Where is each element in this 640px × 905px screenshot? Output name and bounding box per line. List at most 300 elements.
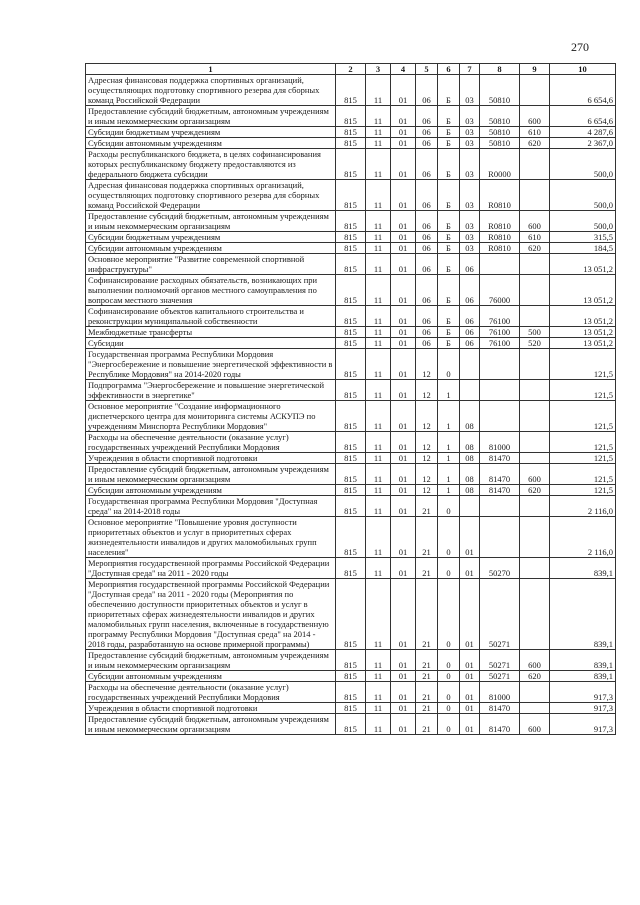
event-code-cell: 06: [460, 327, 480, 338]
amount-cell: 121,5: [550, 349, 616, 380]
subsection-code-cell: 01: [391, 496, 416, 517]
section-code-cell: 11: [366, 682, 391, 703]
expense-type-code-cell: [520, 254, 550, 275]
event-code-cell: 03: [460, 232, 480, 243]
subprogram-code-cell: Б: [438, 338, 460, 349]
table-body: [86, 75, 616, 735]
section-code-cell: 11: [366, 275, 391, 306]
expense-type-code-cell: [520, 579, 550, 650]
section-code-cell: 11: [366, 401, 391, 432]
amount-cell: 6 654,6: [550, 106, 616, 127]
table-row: [86, 401, 616, 432]
subprogram-code-cell: 1: [438, 464, 460, 485]
event-code-cell: 01: [460, 579, 480, 650]
expense-type-code-cell: [520, 432, 550, 453]
ministry-code-cell: 815: [336, 327, 366, 338]
program-code-cell: 06: [416, 254, 438, 275]
row-name-cell: Государственная программа Республики Мордовия "Доступная среда" на 2014-2018 годы: [86, 496, 336, 517]
amount-cell: 839,1: [550, 671, 616, 682]
table-row: [86, 306, 616, 327]
subprogram-code-cell: Б: [438, 232, 460, 243]
expense-type-code-cell: 610: [520, 127, 550, 138]
subprogram-code-cell: 0: [438, 650, 460, 671]
subprogram-code-cell: Б: [438, 149, 460, 180]
table-row: [86, 380, 616, 401]
expense-type-code-cell: [520, 517, 550, 558]
row-name-cell: Субсидии бюджетным учреждениям: [86, 127, 336, 138]
direction-code-cell: R0810: [480, 180, 520, 211]
subsection-code-cell: 01: [391, 682, 416, 703]
section-code-cell: 11: [366, 579, 391, 650]
page-number: 270: [571, 40, 589, 54]
row-name-cell: Государственная программа Республики Мордовия "Энергосбережение и повышение энергетической эффективности в Республике Мордовия" на 2014-2020 годы: [86, 349, 336, 380]
row-name-cell: Субсидии автономным учреждениям: [86, 671, 336, 682]
ministry-code-cell: 815: [336, 338, 366, 349]
table-row: [86, 327, 616, 338]
program-code-cell: 21: [416, 579, 438, 650]
expense-type-code-cell: [520, 75, 550, 106]
section-code-cell: 11: [366, 464, 391, 485]
table-row: [86, 243, 616, 254]
row-name-cell: Расходы на обеспечение деятельности (оказание услуг) государственных учреждений Республики Мордовия: [86, 682, 336, 703]
section-code-cell: 11: [366, 432, 391, 453]
header-row: [86, 64, 616, 75]
subsection-code-cell: 01: [391, 703, 416, 714]
column-header-4: 4: [391, 64, 416, 75]
column-header-10: 10: [550, 64, 616, 75]
subprogram-code-cell: Б: [438, 180, 460, 211]
subsection-code-cell: 01: [391, 558, 416, 579]
event-code-cell: 01: [460, 517, 480, 558]
ministry-code-cell: 815: [336, 671, 366, 682]
program-code-cell: 06: [416, 106, 438, 127]
expense-type-code-cell: [520, 401, 550, 432]
subsection-code-cell: 01: [391, 579, 416, 650]
column-header-3: 3: [366, 64, 391, 75]
subprogram-code-cell: 0: [438, 558, 460, 579]
ministry-code-cell: 815: [336, 432, 366, 453]
subprogram-code-cell: 1: [438, 453, 460, 464]
event-code-cell: 01: [460, 671, 480, 682]
table-row: [86, 517, 616, 558]
ministry-code-cell: 815: [336, 485, 366, 496]
ministry-code-cell: 815: [336, 650, 366, 671]
subsection-code-cell: 01: [391, 380, 416, 401]
direction-code-cell: 50810: [480, 138, 520, 149]
row-name-cell: Предоставление субсидий бюджетным, автономным учреждениям и иным некоммерческим организациям: [86, 211, 336, 232]
direction-code-cell: 50271: [480, 671, 520, 682]
column-header-1: 1: [86, 64, 336, 75]
ministry-code-cell: 815: [336, 703, 366, 714]
amount-cell: 500,0: [550, 211, 616, 232]
subprogram-code-cell: 1: [438, 401, 460, 432]
subprogram-code-cell: Б: [438, 243, 460, 254]
ministry-code-cell: 815: [336, 401, 366, 432]
section-code-cell: 11: [366, 650, 391, 671]
ministry-code-cell: 815: [336, 306, 366, 327]
direction-code-cell: R0810: [480, 243, 520, 254]
program-code-cell: 06: [416, 306, 438, 327]
subprogram-code-cell: 0: [438, 671, 460, 682]
row-name-cell: Субсидии бюджетным учреждениям: [86, 232, 336, 243]
direction-code-cell: 81000: [480, 682, 520, 703]
program-code-cell: 12: [416, 453, 438, 464]
subprogram-code-cell: Б: [438, 106, 460, 127]
subprogram-code-cell: 0: [438, 496, 460, 517]
direction-code-cell: 50810: [480, 106, 520, 127]
row-name-cell: Учреждения в области спортивной подготовки: [86, 703, 336, 714]
table-row: [86, 496, 616, 517]
ministry-code-cell: 815: [336, 349, 366, 380]
column-header-6: 6: [438, 64, 460, 75]
ministry-code-cell: 815: [336, 75, 366, 106]
subprogram-code-cell: Б: [438, 138, 460, 149]
ministry-code-cell: 815: [336, 149, 366, 180]
ministry-code-cell: 815: [336, 682, 366, 703]
direction-code-cell: 81470: [480, 714, 520, 735]
program-code-cell: 21: [416, 703, 438, 714]
subsection-code-cell: 01: [391, 138, 416, 149]
section-code-cell: 11: [366, 703, 391, 714]
direction-code-cell: 76100: [480, 338, 520, 349]
row-name-cell: Расходы на обеспечение деятельности (оказание услуг) государственных учреждений Республики Мордовия: [86, 432, 336, 453]
program-code-cell: 21: [416, 714, 438, 735]
section-code-cell: 11: [366, 338, 391, 349]
expense-type-code-cell: 620: [520, 485, 550, 496]
event-code-cell: 03: [460, 75, 480, 106]
event-code-cell: 08: [460, 464, 480, 485]
row-name-cell: Основное мероприятие "Развитие современной спортивной инфраструктуры": [86, 254, 336, 275]
amount-cell: 13 051,2: [550, 338, 616, 349]
table-row: [86, 180, 616, 211]
event-code-cell: [460, 380, 480, 401]
subprogram-code-cell: 0: [438, 579, 460, 650]
subsection-code-cell: 01: [391, 714, 416, 735]
section-code-cell: 11: [366, 232, 391, 243]
section-code-cell: 11: [366, 254, 391, 275]
row-name-cell: Учреждения в области спортивной подготовки: [86, 453, 336, 464]
subprogram-code-cell: Б: [438, 275, 460, 306]
direction-code-cell: 81470: [480, 703, 520, 714]
direction-code-cell: 50810: [480, 75, 520, 106]
row-name-cell: Мероприятия государственной программы Российской Федерации "Доступная среда" на 2011 - 2020 годы (Мероприятия по обеспечению доступности приоритетных объектов и услуг в приоритетных сферах жизнедеятельности инвалидов и других маломобильных групп населения, включенные в государственную программу Республики Мордовия "Доступная среда" на 2014 - 2018 годы, разработанную на основе примерной программы): [86, 579, 336, 650]
row-name-cell: Подпрограмма "Энергосбережение и повышение энергетической эффективности в энергетике": [86, 380, 336, 401]
expense-type-code-cell: 520: [520, 338, 550, 349]
subprogram-code-cell: Б: [438, 327, 460, 338]
amount-cell: 184,5: [550, 243, 616, 254]
event-code-cell: 03: [460, 106, 480, 127]
program-code-cell: 21: [416, 671, 438, 682]
expense-type-code-cell: [520, 682, 550, 703]
row-name-cell: Предоставление субсидий бюджетным, автономным учреждениям и иным некоммерческим организациям: [86, 714, 336, 735]
direction-code-cell: R0810: [480, 211, 520, 232]
amount-cell: 6 654,6: [550, 75, 616, 106]
amount-cell: 13 051,2: [550, 306, 616, 327]
direction-code-cell: 76100: [480, 306, 520, 327]
ministry-code-cell: 815: [336, 496, 366, 517]
table-row: [86, 127, 616, 138]
section-code-cell: 11: [366, 180, 391, 211]
amount-cell: 13 051,2: [550, 254, 616, 275]
row-name-cell: Предоставление субсидий бюджетным, автономным учреждениям и иным некоммерческим организациям: [86, 106, 336, 127]
row-name-cell: Субсидии автономным учреждениям: [86, 138, 336, 149]
column-header-9: 9: [520, 64, 550, 75]
subsection-code-cell: 01: [391, 432, 416, 453]
ministry-code-cell: 815: [336, 380, 366, 401]
amount-cell: 121,5: [550, 464, 616, 485]
subprogram-code-cell: 0: [438, 703, 460, 714]
expense-type-code-cell: [520, 380, 550, 401]
event-code-cell: 01: [460, 558, 480, 579]
program-code-cell: 06: [416, 211, 438, 232]
section-code-cell: 11: [366, 671, 391, 682]
table-row: [86, 671, 616, 682]
table-row: [86, 149, 616, 180]
subsection-code-cell: 01: [391, 243, 416, 254]
expense-type-code-cell: [520, 558, 550, 579]
direction-code-cell: [480, 496, 520, 517]
row-name-cell: Предоставление субсидий бюджетным, автономным учреждениям и иным некоммерческим организациям: [86, 650, 336, 671]
event-code-cell: 08: [460, 401, 480, 432]
row-name-cell: Адресная финансовая поддержка спортивных организаций, осуществляющих подготовку спортивного резерва для сборных команд Российской Федерации: [86, 180, 336, 211]
column-header-5: 5: [416, 64, 438, 75]
program-code-cell: 21: [416, 650, 438, 671]
subsection-code-cell: 01: [391, 180, 416, 211]
subprogram-code-cell: 1: [438, 380, 460, 401]
expense-type-code-cell: 610: [520, 232, 550, 243]
direction-code-cell: 81470: [480, 485, 520, 496]
section-code-cell: 11: [366, 349, 391, 380]
section-code-cell: 11: [366, 243, 391, 254]
table-row: [86, 211, 616, 232]
subsection-code-cell: 01: [391, 75, 416, 106]
subsection-code-cell: 01: [391, 327, 416, 338]
direction-code-cell: 50810: [480, 127, 520, 138]
subsection-code-cell: 01: [391, 149, 416, 180]
table-row: [86, 464, 616, 485]
direction-code-cell: 76000: [480, 275, 520, 306]
ministry-code-cell: 815: [336, 275, 366, 306]
subsection-code-cell: 01: [391, 275, 416, 306]
subsection-code-cell: 01: [391, 306, 416, 327]
program-code-cell: 06: [416, 243, 438, 254]
table-row: [86, 485, 616, 496]
section-code-cell: 11: [366, 558, 391, 579]
event-code-cell: 03: [460, 127, 480, 138]
program-code-cell: 06: [416, 275, 438, 306]
event-code-cell: 06: [460, 306, 480, 327]
table-row: [86, 75, 616, 106]
event-code-cell: 03: [460, 180, 480, 211]
row-name-cell: Субсидии: [86, 338, 336, 349]
table-row: [86, 714, 616, 735]
event-code-cell: 01: [460, 714, 480, 735]
table-row: [86, 650, 616, 671]
subprogram-code-cell: Б: [438, 306, 460, 327]
ministry-code-cell: 815: [336, 558, 366, 579]
subsection-code-cell: 01: [391, 517, 416, 558]
direction-code-cell: 81000: [480, 432, 520, 453]
direction-code-cell: [480, 349, 520, 380]
amount-cell: 917,3: [550, 703, 616, 714]
section-code-cell: 11: [366, 306, 391, 327]
section-code-cell: 11: [366, 714, 391, 735]
subsection-code-cell: 01: [391, 106, 416, 127]
event-code-cell: 08: [460, 485, 480, 496]
table-row: [86, 432, 616, 453]
program-code-cell: 06: [416, 149, 438, 180]
amount-cell: 839,1: [550, 650, 616, 671]
program-code-cell: 12: [416, 432, 438, 453]
row-name-cell: Адресная финансовая поддержка спортивных организаций, осуществляющих подготовку спортивного резерва для сборных команд Российской Федерации: [86, 75, 336, 106]
table-row: [86, 682, 616, 703]
event-code-cell: 06: [460, 275, 480, 306]
direction-code-cell: R0000: [480, 149, 520, 180]
event-code-cell: [460, 496, 480, 517]
subsection-code-cell: 01: [391, 254, 416, 275]
event-code-cell: 03: [460, 149, 480, 180]
table-row: [86, 138, 616, 149]
event-code-cell: 06: [460, 338, 480, 349]
program-code-cell: 06: [416, 180, 438, 211]
event-code-cell: 03: [460, 211, 480, 232]
amount-cell: 839,1: [550, 579, 616, 650]
event-code-cell: 01: [460, 703, 480, 714]
amount-cell: 500,0: [550, 149, 616, 180]
ministry-code-cell: 815: [336, 517, 366, 558]
amount-cell: 2 116,0: [550, 517, 616, 558]
section-code-cell: 11: [366, 485, 391, 496]
amount-cell: 917,3: [550, 714, 616, 735]
amount-cell: 2 116,0: [550, 496, 616, 517]
amount-cell: 917,3: [550, 682, 616, 703]
expense-type-code-cell: [520, 306, 550, 327]
ministry-code-cell: 815: [336, 127, 366, 138]
amount-cell: 2 367,0: [550, 138, 616, 149]
program-code-cell: 06: [416, 138, 438, 149]
program-code-cell: 06: [416, 338, 438, 349]
ministry-code-cell: 815: [336, 714, 366, 735]
table-row: [86, 558, 616, 579]
subprogram-code-cell: 0: [438, 682, 460, 703]
section-code-cell: 11: [366, 453, 391, 464]
direction-code-cell: 76100: [480, 327, 520, 338]
event-code-cell: 03: [460, 138, 480, 149]
row-name-cell: Мероприятия государственной программы Российской Федерации "Доступная среда" на 2011 - 2020 годы: [86, 558, 336, 579]
expense-type-code-cell: 500: [520, 327, 550, 338]
expense-type-code-cell: 600: [520, 106, 550, 127]
direction-code-cell: 50270: [480, 558, 520, 579]
column-header-7: 7: [460, 64, 480, 75]
section-code-cell: 11: [366, 327, 391, 338]
amount-cell: 13 051,2: [550, 327, 616, 338]
amount-cell: 13 051,2: [550, 275, 616, 306]
amount-cell: 121,5: [550, 432, 616, 453]
expense-type-code-cell: 620: [520, 138, 550, 149]
subsection-code-cell: 01: [391, 232, 416, 243]
program-code-cell: 21: [416, 496, 438, 517]
budget-table: [85, 63, 616, 735]
event-code-cell: 01: [460, 650, 480, 671]
direction-code-cell: 50271: [480, 579, 520, 650]
table-row: [86, 349, 616, 380]
ministry-code-cell: 815: [336, 453, 366, 464]
program-code-cell: 06: [416, 232, 438, 243]
amount-cell: 121,5: [550, 380, 616, 401]
section-code-cell: 11: [366, 211, 391, 232]
program-code-cell: 12: [416, 401, 438, 432]
ministry-code-cell: 815: [336, 579, 366, 650]
program-code-cell: 12: [416, 464, 438, 485]
program-code-cell: 06: [416, 327, 438, 338]
event-code-cell: 06: [460, 254, 480, 275]
direction-code-cell: [480, 401, 520, 432]
subsection-code-cell: 01: [391, 671, 416, 682]
amount-cell: 500,0: [550, 180, 616, 211]
direction-code-cell: [480, 380, 520, 401]
section-code-cell: 11: [366, 380, 391, 401]
program-code-cell: 06: [416, 127, 438, 138]
program-code-cell: 12: [416, 349, 438, 380]
row-name-cell: Софинансирование объектов капитального строительства и реконструкции муниципальной собственности: [86, 306, 336, 327]
subsection-code-cell: 01: [391, 401, 416, 432]
expense-type-code-cell: 620: [520, 243, 550, 254]
direction-code-cell: 50271: [480, 650, 520, 671]
row-name-cell: Расходы республиканского бюджета, в целях софинансирования которых республиканскому бюджету предоставляются из федерального бюджета субсидии: [86, 149, 336, 180]
row-name-cell: Межбюджетные трансферты: [86, 327, 336, 338]
ministry-code-cell: 815: [336, 211, 366, 232]
table-row: [86, 106, 616, 127]
program-code-cell: 21: [416, 558, 438, 579]
row-name-cell: Субсидии автономным учреждениям: [86, 243, 336, 254]
table-row: [86, 232, 616, 243]
direction-code-cell: R0810: [480, 232, 520, 243]
expense-type-code-cell: [520, 453, 550, 464]
subsection-code-cell: 01: [391, 338, 416, 349]
program-code-cell: 12: [416, 485, 438, 496]
amount-cell: 121,5: [550, 401, 616, 432]
row-name-cell: Софинансирование расходных обязательств, возникающих при выполнении полномочий органов местного самоуправления по вопросам местного значения: [86, 275, 336, 306]
ministry-code-cell: 815: [336, 180, 366, 211]
expense-type-code-cell: [520, 149, 550, 180]
table-row: [86, 579, 616, 650]
ministry-code-cell: 815: [336, 232, 366, 243]
direction-code-cell: 81470: [480, 453, 520, 464]
subsection-code-cell: 01: [391, 349, 416, 380]
event-code-cell: 03: [460, 243, 480, 254]
subsection-code-cell: 01: [391, 127, 416, 138]
subprogram-code-cell: Б: [438, 127, 460, 138]
section-code-cell: 11: [366, 127, 391, 138]
direction-code-cell: [480, 517, 520, 558]
expense-type-code-cell: 620: [520, 671, 550, 682]
row-name-cell: Основное мероприятие "Повышение уровня доступности приоритетных объектов и услуг в приоритетных сферах жизнедеятельности инвалидов и других маломобильных групп населения": [86, 517, 336, 558]
event-code-cell: 08: [460, 453, 480, 464]
expense-type-code-cell: [520, 349, 550, 380]
program-code-cell: 06: [416, 75, 438, 106]
expense-type-code-cell: 600: [520, 714, 550, 735]
row-name-cell: Предоставление субсидий бюджетным, автономным учреждениям и иным некоммерческим организациям: [86, 464, 336, 485]
expense-type-code-cell: 600: [520, 211, 550, 232]
expense-type-code-cell: 600: [520, 464, 550, 485]
section-code-cell: 11: [366, 75, 391, 106]
ministry-code-cell: 815: [336, 254, 366, 275]
section-code-cell: 11: [366, 106, 391, 127]
row-name-cell: Основное мероприятие "Создание информационного диспетчерского центра для мониторинга системы АСКУПЭ по учреждениям Минспорта Республики Мордовия": [86, 401, 336, 432]
ministry-code-cell: 815: [336, 138, 366, 149]
row-name-cell: Субсидии автономным учреждениям: [86, 485, 336, 496]
subsection-code-cell: 01: [391, 464, 416, 485]
